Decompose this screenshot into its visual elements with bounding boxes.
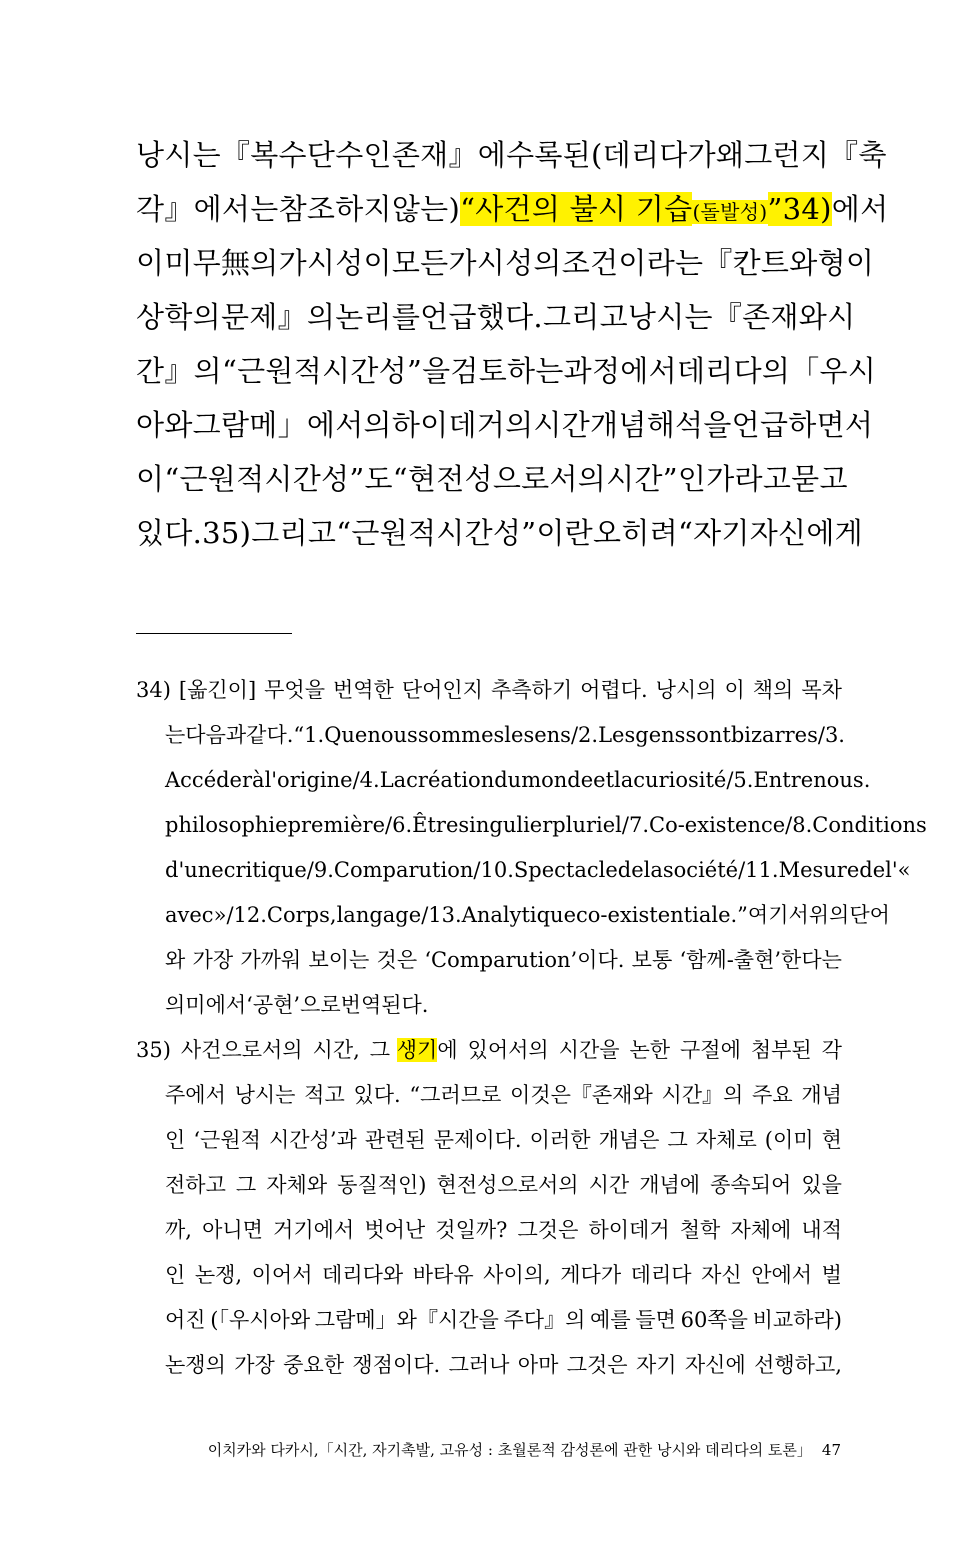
footnote-line xyxy=(136,668,842,713)
body-line xyxy=(136,290,856,344)
word: la xyxy=(643,858,663,882)
word: Co-existence xyxy=(649,813,786,837)
highlight-term: 생기 xyxy=(396,1038,438,1062)
word: 아니면 xyxy=(202,1218,263,1242)
word: 어렵다. xyxy=(580,678,648,702)
word: 책의 xyxy=(752,678,794,702)
word: 벌 xyxy=(821,1263,842,1287)
word: 4. xyxy=(359,768,380,792)
highlight-sub: (돌발성) xyxy=(692,200,768,224)
word: 논쟁, xyxy=(194,1263,243,1287)
footnote-line xyxy=(136,1073,842,1118)
word: (데리다가 xyxy=(591,138,716,172)
word: 8. xyxy=(792,813,813,837)
word: 내적 xyxy=(801,1218,842,1242)
word: 그러나 xyxy=(448,1353,510,1377)
word: 보통 xyxy=(631,948,673,972)
word: nous xyxy=(367,723,418,747)
word: 의미에서 xyxy=(165,993,247,1017)
word: / xyxy=(785,813,793,837)
word: 모든 xyxy=(391,246,449,280)
word: à xyxy=(252,768,265,792)
word: 시간”인가라고 xyxy=(606,462,792,496)
word: 9. xyxy=(313,858,334,882)
word: 데리다의「우시 xyxy=(676,354,877,388)
word: 참조하지 xyxy=(278,192,392,226)
word: [옮긴이] xyxy=(178,678,257,702)
word: 개념은 xyxy=(598,1128,660,1152)
word: 존재』에 xyxy=(391,138,507,172)
word: gens xyxy=(635,723,686,747)
word: 가시성의 xyxy=(448,246,562,280)
word: 주다』의 xyxy=(503,1308,586,1332)
word: “현전성으로서의 xyxy=(392,462,607,496)
word: “1. xyxy=(293,723,325,747)
word: 언급했다. xyxy=(420,300,543,334)
word: » xyxy=(213,903,227,927)
word: 2. xyxy=(578,723,599,747)
word: La xyxy=(379,768,407,792)
word: 자신 xyxy=(701,1263,742,1287)
word: 이러한 xyxy=(529,1128,591,1152)
word: Conditions xyxy=(812,813,927,837)
word: “근원적 xyxy=(336,516,437,550)
main-text xyxy=(136,128,889,560)
word: Corps, xyxy=(266,903,337,927)
word: 예를 xyxy=(590,1308,631,1332)
word: / xyxy=(570,723,579,747)
word: 적고 xyxy=(304,1083,345,1107)
word: 낭시의 xyxy=(655,678,717,702)
word: sommes xyxy=(417,723,505,747)
word: 그 xyxy=(235,1173,257,1197)
word: philosophie xyxy=(165,813,288,837)
word: l'« xyxy=(885,858,911,882)
word: 그 xyxy=(369,1038,391,1062)
word: 까, xyxy=(165,1218,192,1242)
word: de xyxy=(617,858,644,882)
word: l'origine xyxy=(264,768,353,792)
footnote-line xyxy=(136,848,911,893)
highlighted-phrase xyxy=(370,1028,458,1073)
highlighted-phrase xyxy=(460,182,888,236)
word: 는 xyxy=(165,723,186,747)
word: 해석을 xyxy=(646,408,732,442)
word: 시간을 xyxy=(558,1038,620,1062)
word: 가장 xyxy=(234,1353,275,1377)
word: Être xyxy=(412,813,459,837)
word: 이미 xyxy=(136,246,193,280)
word: 문제』의 xyxy=(220,300,336,334)
word: création xyxy=(406,768,495,792)
word: / xyxy=(726,768,734,792)
word: / xyxy=(621,813,629,837)
footnote-line xyxy=(136,983,842,1028)
footnote-line xyxy=(136,1118,842,1163)
word: 현전성으로서의 xyxy=(436,1173,579,1197)
footnote-line xyxy=(136,1343,842,1388)
word: curiosité xyxy=(633,768,727,792)
word: 주에서 xyxy=(165,1083,226,1107)
footnote-35 xyxy=(136,1028,842,1388)
word: 자체와 xyxy=(266,1173,328,1197)
word: 추측하기 xyxy=(490,678,573,702)
footnote-separator xyxy=(136,633,292,634)
body-line xyxy=(136,182,889,236)
word: 사건으로서의 xyxy=(180,1038,303,1062)
word: 12. xyxy=(233,903,267,927)
word: Accéder xyxy=(165,768,253,792)
word: avec xyxy=(165,903,214,927)
word: 단수인 xyxy=(306,138,392,172)
word: / xyxy=(473,858,481,882)
word: Spectacle xyxy=(513,858,618,882)
word: ‘근원적 xyxy=(193,1128,261,1152)
word: Comparution xyxy=(333,858,474,882)
footnote-line xyxy=(136,1208,842,1253)
word: 형이 xyxy=(817,246,875,280)
word: 이어서 xyxy=(251,1263,313,1287)
word: Que xyxy=(324,723,368,747)
word: 선행하고, xyxy=(754,1353,842,1377)
word: 거기에서 xyxy=(273,1218,355,1242)
word: 시간성’과 xyxy=(268,1128,357,1152)
footnote-line xyxy=(136,758,871,803)
body-line xyxy=(136,398,874,452)
footnote-line xyxy=(136,1028,842,1073)
word: 첨부된 xyxy=(750,1038,812,1062)
word: “근원적 xyxy=(164,462,265,496)
word: 관련된 xyxy=(364,1128,426,1152)
word: 낭시는『복수 xyxy=(136,138,307,172)
word: 들면 xyxy=(635,1308,676,1332)
word: 인 xyxy=(165,1128,186,1152)
word: 다음과 xyxy=(185,723,247,747)
word: 개념 xyxy=(801,1083,842,1107)
word: / xyxy=(385,813,393,837)
word: sont xyxy=(685,723,731,747)
word: / xyxy=(226,903,234,927)
word: sens xyxy=(523,723,571,747)
word: ‘Comparution’이다. xyxy=(424,948,625,972)
word: 3. xyxy=(824,723,845,747)
word: 하이데거의 xyxy=(391,408,534,442)
highlight-after: 에서 xyxy=(831,192,889,226)
word: 어진 xyxy=(165,1308,206,1332)
word: 데리다와 xyxy=(322,1263,404,1287)
word: 시간성”도 xyxy=(264,462,393,496)
word: 것일까? xyxy=(435,1218,508,1242)
word: 게다가 xyxy=(560,1263,622,1287)
word: 여기서 xyxy=(747,903,809,927)
word: 같다. xyxy=(246,723,294,747)
word: 시 xyxy=(827,300,856,334)
word: 단어 xyxy=(849,903,890,927)
word: 개념 xyxy=(590,408,647,442)
word: 바타유 xyxy=(412,1263,474,1287)
word: 하이데거 xyxy=(588,1218,670,1242)
word: 번역한 xyxy=(332,678,394,702)
word: / xyxy=(352,768,360,792)
highlight-main: “사건의 불시 기습 xyxy=(460,192,693,226)
word: bizarres xyxy=(730,723,818,747)
word: d'une xyxy=(165,858,224,882)
word: Analytique xyxy=(461,903,577,927)
word: / xyxy=(738,858,746,882)
word: 보이는 xyxy=(308,948,370,972)
word: Les xyxy=(598,723,636,747)
word: 중요한 xyxy=(283,1353,345,1377)
word: 6. xyxy=(392,813,413,837)
word: 논쟁의 xyxy=(165,1353,226,1377)
word: 위의 xyxy=(808,903,850,927)
word: 간』의 xyxy=(136,354,222,388)
word: 문제이다. xyxy=(433,1128,522,1152)
word: 있어서의 xyxy=(467,1038,549,1062)
word: 그 xyxy=(667,1128,688,1152)
word: 낭시는 xyxy=(234,1083,296,1107)
word: 사이의, xyxy=(483,1263,551,1287)
highlight-close: ”34) xyxy=(767,192,832,226)
word: 종속되어 xyxy=(710,1173,792,1197)
word: 13. xyxy=(428,903,462,927)
word: 언급하면서 xyxy=(731,408,874,442)
word: 구절에 xyxy=(680,1038,741,1062)
word: 목차 xyxy=(801,678,842,702)
word: 있다. xyxy=(353,1083,401,1107)
word: critique xyxy=(223,858,307,882)
word: 그런지『축 xyxy=(744,138,887,172)
word: 그것은 xyxy=(566,1353,628,1377)
word: 비교하라) xyxy=(752,1308,842,1332)
word: / xyxy=(817,723,825,747)
body-line xyxy=(136,506,863,560)
word: (「우시아와 xyxy=(210,1308,311,1332)
word: 오히려 xyxy=(593,516,678,550)
footer-title: 이치카와 다카시,「시간, 자기촉발, 고유성 : 초월론적 감성론에 관한 낭시와 데리다의 토론」 xyxy=(207,1441,812,1459)
body-line xyxy=(136,236,875,290)
word: 쟁점이다. xyxy=(352,1353,441,1377)
word: ‘공현’으로 xyxy=(246,993,341,1017)
word: 시간 xyxy=(533,408,591,442)
body-line xyxy=(136,128,887,182)
word: 왜 xyxy=(715,138,745,172)
footnote-line xyxy=(136,1253,842,1298)
word: 무無의 xyxy=(192,246,279,280)
word: 낭시는『존재와 xyxy=(627,300,828,334)
word: / xyxy=(306,858,314,882)
word: 아와 xyxy=(136,408,193,442)
word: 시간』의 xyxy=(661,1083,744,1107)
word: de xyxy=(859,858,886,882)
word: 전하고 xyxy=(165,1173,226,1197)
word: 시간성”이란 xyxy=(436,516,593,550)
word: 에 xyxy=(437,1038,458,1062)
word: 가시성이 xyxy=(278,246,392,280)
word: ‘함께-출현’한다는 xyxy=(679,948,842,972)
word: 자신에 xyxy=(684,1353,746,1377)
word: 안에서 xyxy=(751,1263,813,1287)
word: et xyxy=(593,768,615,792)
word: société xyxy=(662,858,739,882)
word: / xyxy=(421,903,429,927)
word: “근원적 xyxy=(221,354,323,388)
word: 논리를 xyxy=(335,300,421,334)
word: la xyxy=(614,768,634,792)
word: 이 xyxy=(136,462,165,496)
word: du xyxy=(494,768,522,792)
word: 자체에 xyxy=(730,1218,792,1242)
word: co-existentiale.” xyxy=(576,903,748,927)
footnote-line xyxy=(136,713,845,758)
word: 아마 xyxy=(517,1353,559,1377)
footnotes xyxy=(136,668,927,1388)
word: 35) xyxy=(136,1038,171,1062)
word: 있을 xyxy=(801,1173,842,1197)
word: 묻고 xyxy=(791,462,848,496)
word: 인 xyxy=(165,1263,186,1287)
body-line xyxy=(136,344,877,398)
word: singulier xyxy=(458,813,553,837)
word: 주요 xyxy=(752,1083,793,1107)
word: 수록된 xyxy=(506,138,592,172)
word: 개념에 xyxy=(639,1173,701,1197)
word: Mesure xyxy=(778,858,860,882)
word: 않는) xyxy=(391,192,461,226)
word: “그러므로 xyxy=(409,1083,502,1107)
word: 철학 xyxy=(679,1218,721,1242)
running-footer xyxy=(208,1436,841,1464)
word: 벗어난 xyxy=(364,1218,426,1242)
word: 5. xyxy=(733,768,754,792)
word: 상학의 xyxy=(136,300,221,334)
word: 동질적인) xyxy=(337,1173,427,1197)
body-line xyxy=(136,452,848,506)
word: “자기 xyxy=(677,516,750,550)
word: 논한 xyxy=(629,1038,671,1062)
footnote-34 xyxy=(136,668,927,1028)
word: 있다.35) xyxy=(136,516,252,550)
word: 그리고 xyxy=(542,300,628,334)
word: 검토하는 xyxy=(450,354,564,388)
word: 10. xyxy=(480,858,514,882)
word: 자기 xyxy=(635,1353,677,1377)
footnote-line xyxy=(136,893,890,938)
word: 이 xyxy=(724,678,745,702)
word: 60쪽을 xyxy=(680,1308,748,1332)
word: 과정에서 xyxy=(563,354,677,388)
word: monde xyxy=(521,768,594,792)
word: 자체로 xyxy=(695,1128,757,1152)
word: le xyxy=(504,723,524,747)
word: 7. xyxy=(628,813,649,837)
word: 무엇을 xyxy=(264,678,325,702)
word: 번역된다. xyxy=(340,993,429,1017)
word: (이미 xyxy=(764,1128,814,1152)
word: 각』에서는 xyxy=(136,192,279,226)
word: 현 xyxy=(821,1128,842,1152)
footnote-line xyxy=(136,938,842,983)
footnote-line xyxy=(136,803,927,848)
word: 가까워 xyxy=(240,948,302,972)
page-number: 47 xyxy=(821,1441,841,1459)
word: 자신에게 xyxy=(749,516,863,550)
word: 것은 xyxy=(376,948,418,972)
word: 단어인지 xyxy=(401,678,483,702)
word: Entre xyxy=(753,768,814,792)
word: 시간성”을 xyxy=(322,354,451,388)
word: 이것은『존재와 xyxy=(510,1083,653,1107)
word: 가장 xyxy=(192,948,234,972)
word: première xyxy=(287,813,386,837)
word: 시간 xyxy=(588,1173,630,1197)
word: 그것은 xyxy=(517,1218,579,1242)
word: nous. xyxy=(813,768,871,792)
word: 조건이라는『칸트와 xyxy=(561,246,818,280)
word: pluriel xyxy=(552,813,622,837)
word: 그람메」에서의 xyxy=(192,408,392,442)
word: 그리고 xyxy=(251,516,337,550)
word: 그람메」와『시간을 xyxy=(314,1308,499,1332)
word: 와 xyxy=(165,948,186,972)
word: 데리다 xyxy=(630,1263,692,1287)
footnote-line xyxy=(136,1163,842,1208)
footnote-line xyxy=(136,1298,842,1343)
word: 각 xyxy=(821,1038,842,1062)
word: langage xyxy=(336,903,422,927)
word: 11. xyxy=(745,858,779,882)
word: 시간, xyxy=(312,1038,360,1062)
word: 34) xyxy=(136,678,171,702)
